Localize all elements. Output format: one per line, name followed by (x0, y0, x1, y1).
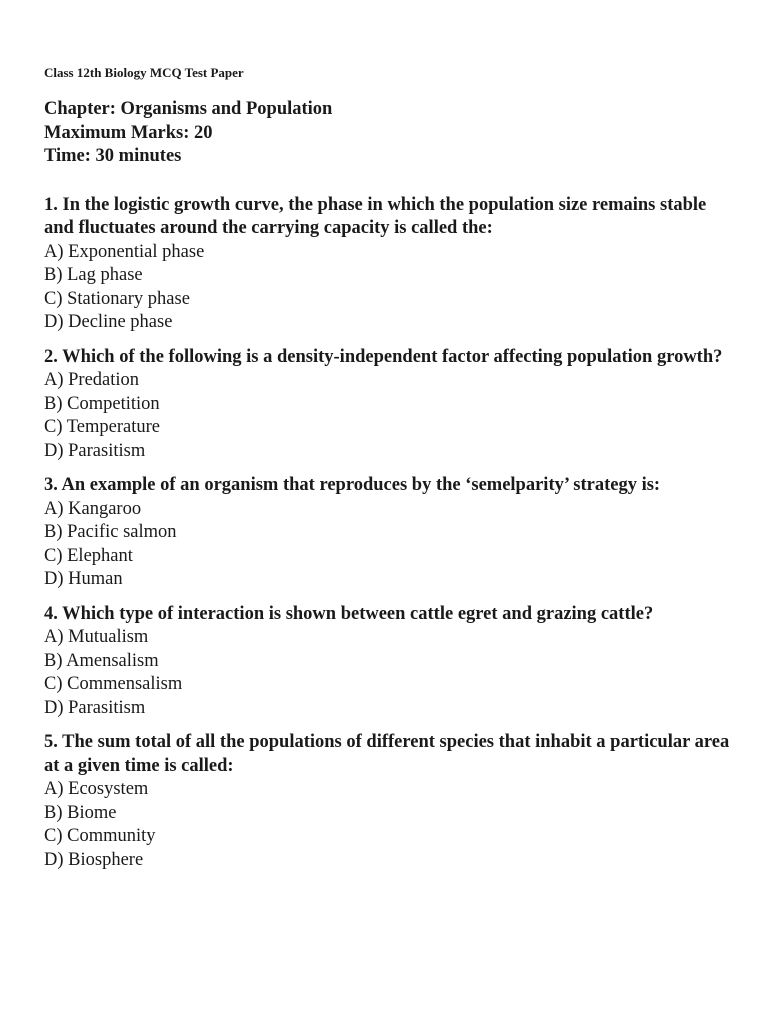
option-d: D) Parasitism (44, 697, 146, 718)
option-a: A) Kangaroo (44, 498, 142, 519)
question-2 (44, 346, 734, 464)
option-list (44, 778, 734, 872)
option-c: C) Stationary phase (44, 288, 190, 309)
option-c: C) Elephant (44, 545, 133, 566)
question-5 (44, 731, 734, 872)
option-b: B) Lag phase (44, 265, 143, 285)
question-4 (44, 603, 734, 721)
option-b: B) Competition (44, 393, 160, 414)
time-line: Time: 30 minutes (44, 146, 182, 166)
question-text: 1. In the logistic growth curve, the phase in which the population size remains stable and fluctuates around the carrying capacity is called the: (44, 194, 707, 238)
option-d: D) Decline phase (44, 312, 173, 332)
question-text: 4. Which type of interaction is shown between cattle egret and grazing cattle? (44, 603, 654, 624)
question-1 (44, 194, 734, 335)
option-d: D) Human (44, 569, 123, 589)
option-list (44, 498, 734, 592)
option-d: D) Parasitism (44, 440, 146, 461)
chapter-line: Chapter: Organisms and Population (44, 99, 333, 119)
option-c: C) Temperature (44, 417, 160, 437)
option-a: A) Ecosystem (44, 779, 149, 799)
question-text: 5. The sum total of all the populations of different species that inhabit a particular area at a given time is called: (44, 732, 730, 776)
paper-header (44, 98, 734, 169)
test-paper-page (44, 64, 734, 883)
paper-title: Class 12th Biology MCQ Test Paper (44, 65, 244, 80)
option-list (44, 369, 734, 463)
option-a: A) Exponential phase (44, 241, 205, 262)
question-text: 3. An example of an organism that reproduces by the ‘semelparity’ strategy is: (44, 475, 661, 495)
question-3 (44, 474, 734, 592)
option-list (44, 626, 734, 720)
option-a: A) Predation (44, 370, 140, 390)
max-marks-line: Maximum Marks: 20 (44, 122, 213, 143)
option-list (44, 241, 734, 335)
option-d: D) Biosphere (44, 849, 144, 870)
option-b: B) Biome (44, 802, 117, 823)
option-b: B) Amensalism (44, 650, 159, 671)
option-c: C) Community (44, 826, 156, 846)
question-text: 2. Which of the following is a density-independent factor affecting population growth? (44, 346, 723, 367)
option-c: C) Commensalism (44, 674, 183, 694)
option-b: B) Pacific salmon (44, 522, 177, 542)
option-a: A) Mutualism (44, 627, 149, 647)
